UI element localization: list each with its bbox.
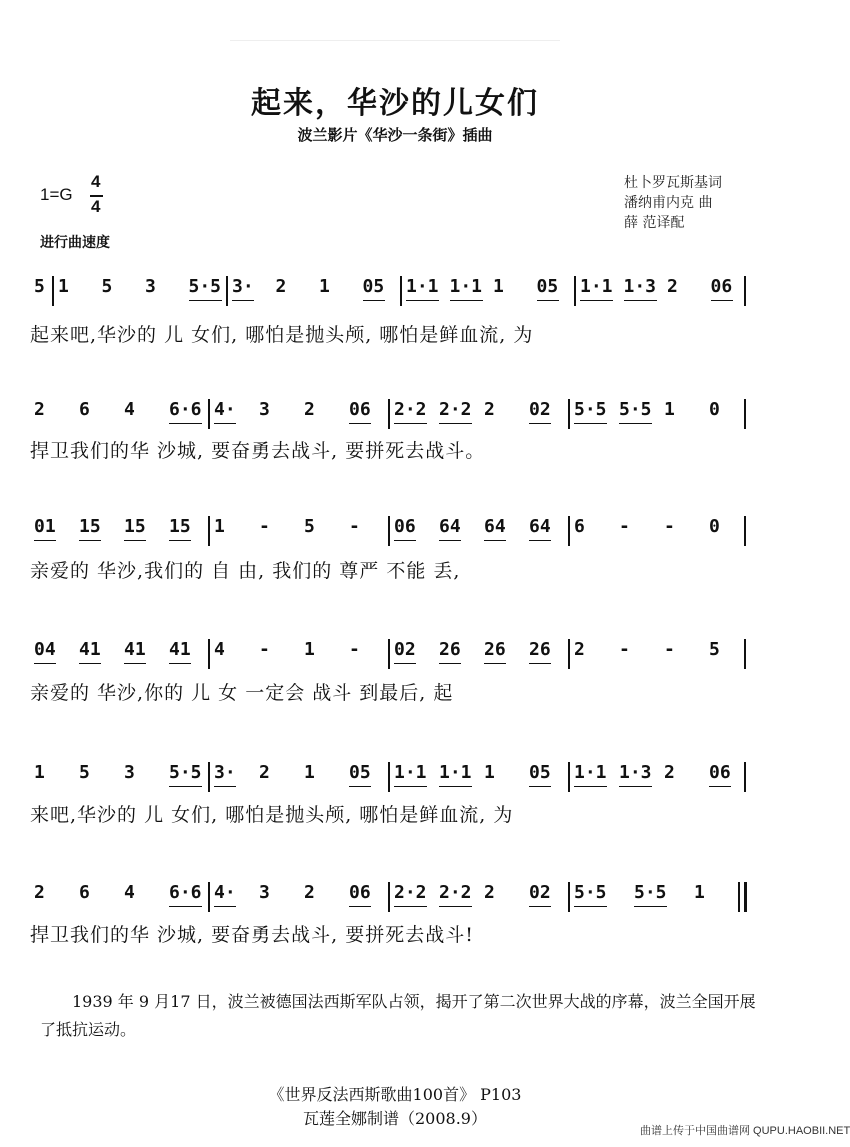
- beam-underline: [394, 786, 427, 787]
- beam-underline: [574, 906, 607, 907]
- note: 64: [484, 516, 506, 537]
- bar-line: [744, 639, 746, 669]
- note: 64: [529, 516, 551, 537]
- note: 2: [304, 882, 315, 903]
- notation-line: [28, 762, 758, 792]
- note: 64: [439, 516, 461, 537]
- score-maker: 瓦莲全娜制谱（2008.9）: [303, 1109, 487, 1128]
- lyric-line: 起来吧,华沙的 儿 女们, 哪怕是抛头颅, 哪怕是鲜血流, 为: [30, 324, 534, 346]
- beam-underline: [484, 663, 506, 664]
- beam-underline: [232, 300, 254, 301]
- beam-underline: [619, 786, 652, 787]
- bar-line: [388, 516, 390, 546]
- bar-line: [568, 399, 570, 429]
- note: 2·2: [439, 882, 472, 903]
- beam-underline: [450, 300, 483, 301]
- note: 26: [484, 639, 506, 660]
- note: 1·3: [623, 276, 657, 297]
- note: 3: [145, 276, 156, 297]
- beam-underline: [709, 786, 731, 787]
- bar-line: [208, 639, 210, 669]
- source-citation: 《世界反法西斯歌曲100首》 P103: [268, 1085, 522, 1104]
- beam-underline: [574, 786, 607, 787]
- note: 1·1: [406, 276, 439, 297]
- note: 06: [349, 399, 371, 420]
- beam-underline: [169, 906, 202, 907]
- note: 4: [124, 882, 135, 903]
- beam-underline: [124, 663, 146, 664]
- bar-line: [388, 882, 390, 912]
- notation-line: [28, 639, 758, 669]
- beam-underline: [214, 906, 236, 907]
- note: -: [349, 639, 360, 660]
- bar-line: [208, 762, 210, 792]
- note: 2: [34, 882, 45, 903]
- note: 2: [574, 639, 585, 660]
- bar-line: [738, 882, 740, 912]
- beam-underline: [529, 540, 551, 541]
- bar-line: [208, 882, 210, 912]
- lyric-line: 亲爱的 华沙,我们的 自 由, 我们的 尊严 不能 丢,: [30, 560, 461, 582]
- beam-underline: [406, 300, 439, 301]
- bar-line: [744, 762, 746, 792]
- beam-underline: [634, 906, 667, 907]
- note: 02: [394, 639, 416, 660]
- top-divider: [230, 40, 560, 41]
- beam-underline: [529, 786, 551, 787]
- song-subtitle: 波兰影片《华沙一条街》插曲: [297, 126, 493, 144]
- bar-line: [226, 276, 228, 306]
- bar-line: [52, 276, 54, 306]
- bar-line: [400, 276, 402, 306]
- note: 4: [124, 399, 135, 420]
- beam-underline: [169, 663, 191, 664]
- note: 05: [362, 276, 385, 297]
- credit-composer: 潘纳甫内克 曲: [624, 195, 713, 211]
- bar-line: [568, 516, 570, 546]
- note: 02: [529, 882, 551, 903]
- beam-underline: [439, 423, 472, 424]
- note: 1: [214, 516, 225, 537]
- beam-underline: [79, 540, 101, 541]
- key-signature: 1=G: [40, 185, 73, 204]
- note: 1·1: [439, 762, 472, 783]
- note: -: [664, 516, 675, 537]
- note: 2·2: [439, 399, 472, 420]
- note: -: [619, 516, 630, 537]
- note: 6·6: [169, 399, 202, 420]
- time-signature-bottom: 4: [91, 197, 101, 216]
- note: 5·5: [574, 399, 607, 420]
- note: 5: [304, 516, 315, 537]
- beam-underline: [34, 540, 56, 541]
- beam-underline: [214, 786, 236, 787]
- note: 02: [529, 399, 551, 420]
- beam-underline: [711, 300, 733, 301]
- note: 5·5: [169, 762, 202, 783]
- note: 2: [304, 399, 315, 420]
- beam-underline: [439, 786, 472, 787]
- note: 1: [664, 399, 675, 420]
- note: 06: [709, 762, 731, 783]
- bar-line: [568, 762, 570, 792]
- beam-underline: [79, 663, 101, 664]
- note: 5: [34, 276, 45, 297]
- beam-underline: [34, 663, 56, 664]
- note: 2: [484, 399, 495, 420]
- beam-underline: [349, 423, 371, 424]
- note: 15: [169, 516, 191, 537]
- note: 41: [124, 639, 146, 660]
- credit-lyricist: 杜卜罗瓦斯基词: [624, 175, 722, 191]
- historical-note: 1939 年 9 月17 日，波兰被德国法西斯军队占领，揭开了第二次世界大战的序幕，波兰全国开展了抵抗运动。: [40, 992, 756, 1039]
- note: 3: [259, 882, 270, 903]
- note: 2: [259, 762, 270, 783]
- beam-underline: [169, 786, 202, 787]
- note: -: [259, 516, 270, 537]
- note: 1·3: [619, 762, 652, 783]
- notation-line: [28, 882, 758, 912]
- note: 5·5: [574, 882, 607, 903]
- beam-underline: [349, 786, 371, 787]
- beam-underline: [394, 663, 416, 664]
- note: 41: [169, 639, 191, 660]
- note: 05: [536, 276, 559, 297]
- lyric-line: 亲爱的 华沙,你的 儿 女 一定会 战斗 到最后, 起: [30, 682, 454, 704]
- beam-underline: [363, 300, 385, 301]
- beam-underline: [619, 423, 652, 424]
- bar-line: [744, 882, 747, 912]
- note: 2: [664, 762, 675, 783]
- note: 04: [34, 639, 56, 660]
- lyric-line: 来吧,华沙的 儿 女们, 哪怕是抛头颅, 哪怕是鲜血流, 为: [30, 804, 514, 826]
- bar-line: [208, 399, 210, 429]
- note: 1: [304, 762, 315, 783]
- note: 3·: [214, 762, 236, 783]
- note: 06: [394, 516, 416, 537]
- watermark: 曲谱上传于中国曲谱网 QUPU.HAOBII.NET: [640, 1125, 850, 1137]
- note: 1: [58, 276, 69, 297]
- lyric-line: 捍卫我们的华 沙城, 要奋勇去战斗, 要拼死去战斗!: [30, 924, 474, 946]
- note: 15: [124, 516, 146, 537]
- note: 06: [710, 276, 733, 297]
- time-signature-top: 4: [91, 172, 101, 191]
- note: 2: [34, 399, 45, 420]
- bar-line: [568, 882, 570, 912]
- note: 5: [79, 762, 90, 783]
- note: -: [349, 516, 360, 537]
- beam-underline: [169, 423, 202, 424]
- note: 06: [349, 882, 371, 903]
- note: 5: [709, 639, 720, 660]
- note: 1·1: [449, 276, 483, 297]
- tempo-marking: 进行曲速度: [40, 235, 110, 251]
- bar-line: [568, 639, 570, 669]
- bar-line: [208, 516, 210, 546]
- beam-underline: [529, 423, 551, 424]
- note: 3: [259, 399, 270, 420]
- note: 01: [34, 516, 56, 537]
- note: 6: [79, 882, 90, 903]
- note: 3: [124, 762, 135, 783]
- bar-line: [744, 276, 746, 306]
- beam-underline: [439, 663, 461, 664]
- note: 6·6: [169, 882, 202, 903]
- note: 0: [709, 516, 720, 537]
- note: 4·: [214, 882, 236, 903]
- note: 1: [34, 762, 45, 783]
- note: 26: [439, 639, 461, 660]
- note: 1: [694, 882, 705, 903]
- note: -: [619, 639, 630, 660]
- bar-line: [388, 639, 390, 669]
- note: 5·5: [634, 882, 667, 903]
- beam-underline: [624, 300, 657, 301]
- song-title: 起来，华沙的儿女们: [251, 86, 539, 121]
- note: -: [259, 639, 270, 660]
- beam-underline: [529, 663, 551, 664]
- beam-underline: [189, 300, 222, 301]
- beam-underline: [349, 906, 371, 907]
- bar-line: [388, 399, 390, 429]
- notation-line: [28, 516, 758, 546]
- beam-underline: [537, 300, 559, 301]
- note: 3·: [232, 276, 254, 297]
- lyric-line: 捍卫我们的华 沙城, 要奋勇去战斗, 要拼死去战斗。: [30, 440, 486, 462]
- note: 15: [79, 516, 101, 537]
- note: 4·: [214, 399, 236, 420]
- credit-translator: 薛 范译配: [624, 215, 685, 231]
- note: 5·5: [188, 276, 222, 297]
- note: 0: [709, 399, 720, 420]
- beam-underline: [574, 423, 607, 424]
- notation-line: [28, 276, 758, 306]
- note: 6: [79, 399, 90, 420]
- beam-underline: [214, 423, 236, 424]
- note: 1·1: [574, 762, 607, 783]
- beam-underline: [580, 300, 613, 301]
- note: 6: [574, 516, 585, 537]
- note: 2·2: [394, 399, 427, 420]
- note: 26: [529, 639, 551, 660]
- note: 5: [101, 276, 113, 297]
- bar-line: [574, 276, 576, 306]
- note: 4: [214, 639, 225, 660]
- beam-underline: [124, 540, 146, 541]
- beam-underline: [439, 906, 472, 907]
- note: 1: [493, 276, 504, 297]
- bar-line: [744, 399, 746, 429]
- note: 1: [319, 276, 330, 297]
- note: 1: [304, 639, 315, 660]
- bar-line: [744, 516, 746, 546]
- beam-underline: [484, 540, 506, 541]
- beam-underline: [394, 906, 427, 907]
- beam-underline: [394, 540, 416, 541]
- beam-underline: [169, 540, 191, 541]
- note: 1·1: [394, 762, 427, 783]
- note: 05: [529, 762, 551, 783]
- note: 05: [349, 762, 371, 783]
- note: 1·1: [580, 276, 613, 297]
- note: 2: [667, 276, 678, 297]
- note: 41: [79, 639, 101, 660]
- notation-line: [28, 399, 758, 429]
- note: 2: [484, 882, 495, 903]
- beam-underline: [529, 906, 551, 907]
- beam-underline: [439, 540, 461, 541]
- note: 2·2: [394, 882, 427, 903]
- note: 1: [484, 762, 495, 783]
- note: -: [664, 639, 675, 660]
- note: 2: [275, 276, 287, 297]
- note: 5·5: [619, 399, 652, 420]
- beam-underline: [394, 423, 427, 424]
- bar-line: [388, 762, 390, 792]
